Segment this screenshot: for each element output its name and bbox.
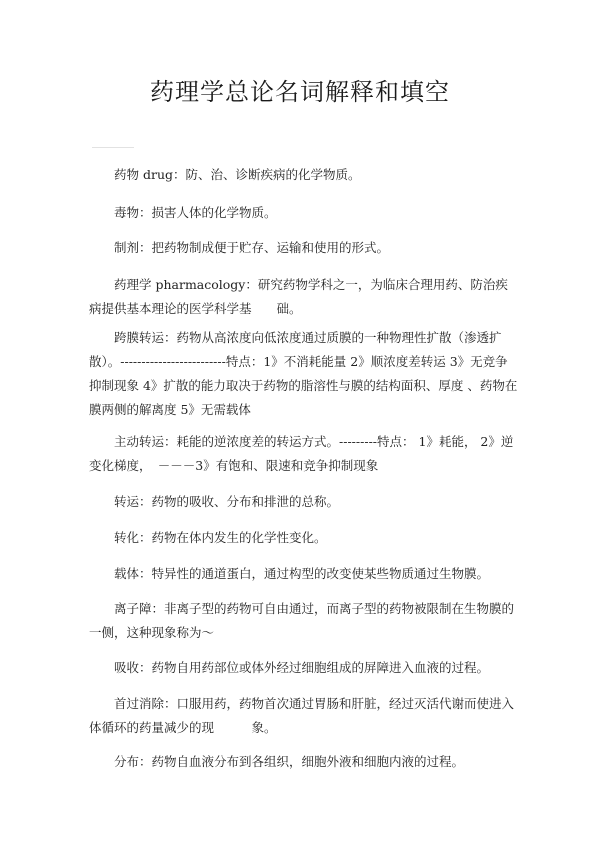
page-title: 药理学总论名词解释和填空 [150, 78, 450, 106]
paragraph-poison: 毒物：损害人体的化学物质。 [114, 205, 277, 220]
paragraph-drug: 药物 drug：防、治、诊断疾病的化学物质。 [114, 167, 361, 182]
divider [92, 147, 134, 148]
paragraph-carrier: 载体：特异性的通道蛋白，通过构型的改变使某些物质通过生物膜。 [114, 566, 490, 581]
paragraph-ion-trapping: 离子障：非离子型的药物可自由通过，而离子型的药物被限制在生物膜的一侧，这种现象称为～ [89, 601, 515, 640]
paragraph-preparation: 制剂：把药物制成便于贮存、运输和使用的形式。 [114, 240, 390, 255]
paragraph-transmembrane-transport: 跨膜转运：药物从高浓度向低浓度通过质膜的一种物理性扩散（渗透扩散）。-------------------------特点：1》不消耗能量 2》顺浓度差转运 3》无竞争抑制现象 4》扩散的能力取决于药物的脂溶性与膜的结构面积、厚度 、药物在膜两侧的解离度 5》无需载体 [89, 330, 518, 417]
paragraph-transport: 转运：药物的吸收、分布和排泄的总称。 [114, 494, 340, 509]
paragraph-absorption: 吸收：药物自用药部位或体外经过细胞组成的屏障进入血液的过程。 [114, 660, 490, 675]
paragraph-distribution: 分布：药物自血液分布到各组织，细胞外液和细胞内液的过程。 [114, 754, 465, 769]
paragraph-active-transport: 主动转运：耗能的逆浓度差的转运方式。---------特点： 1》耗能， 2》逆变化梯度， －－－3》有饱和、限速和竞争抑制现象 [89, 434, 514, 473]
paragraph-transformation: 转化：药物在体内发生的化学性变化。 [114, 530, 327, 545]
paragraph-first-pass-elimination: 首过消除：口服用药，药物首次通过胃肠和肝脏，经过灭活代谢而使进入体循环的药量减少的现 象。 [89, 696, 515, 735]
paragraph-pharmacology: 药理学 pharmacology：研究药物学科之一，为临床合理用药、防治疾病提供基本理论的医学科学基 础。 [89, 277, 508, 316]
